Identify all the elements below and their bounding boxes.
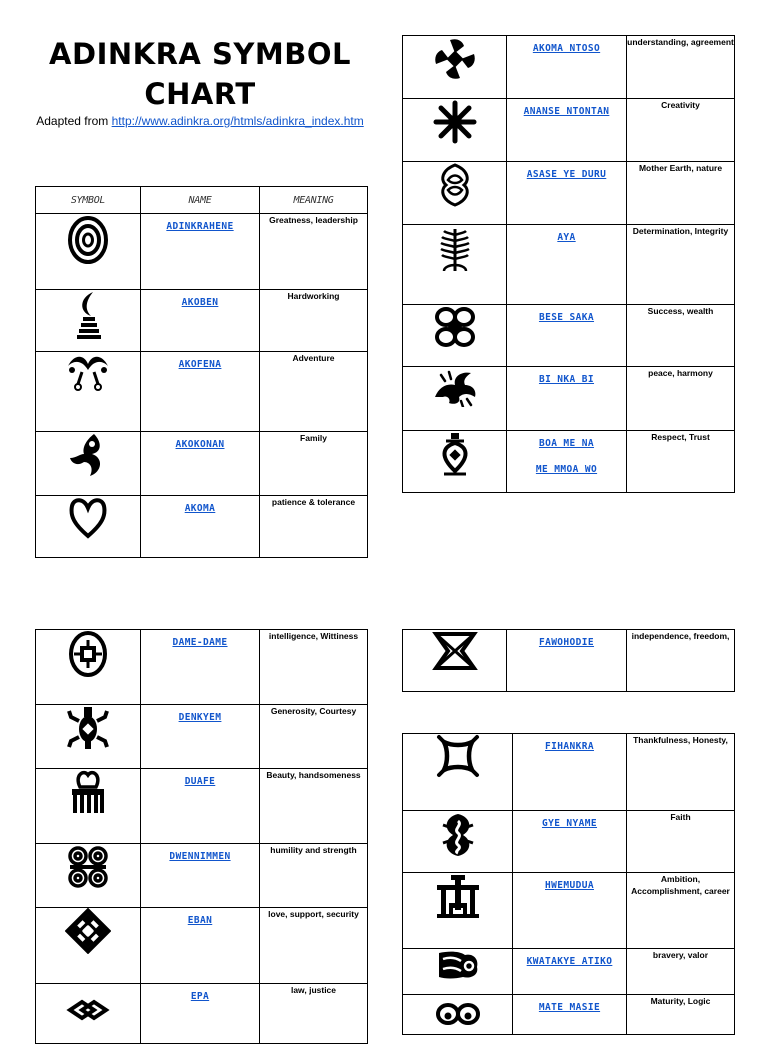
meaning-cell: Family — [260, 432, 368, 496]
name-header: NAME — [141, 187, 260, 214]
gye-nyame-icon — [441, 811, 475, 859]
table-row — [403, 630, 735, 692]
symbol-name-link[interactable]: AKOBEN — [181, 297, 219, 308]
meaning-cell: Mother Earth, nature — [627, 162, 735, 225]
meaning-cell: Beauty, handsomeness — [260, 769, 368, 844]
meaning-cell: intelligence, Wittiness — [260, 630, 368, 705]
symbol-name-link[interactable]: AKOKONAN — [175, 439, 225, 450]
fern-icon — [438, 225, 472, 275]
heart-icon — [68, 496, 108, 540]
table-row — [403, 305, 735, 367]
symbol-cell — [403, 225, 507, 305]
meaning-cell: independence, freedom, — [627, 630, 735, 692]
symbol-name-link[interactable]: DENKYEM — [178, 712, 222, 723]
symbol-table-2 — [402, 35, 735, 493]
war-horn-icon — [73, 290, 103, 340]
symbol-cell — [403, 36, 507, 99]
meaning-cell: peace, harmony — [627, 367, 735, 431]
name-cell — [507, 431, 627, 493]
symbol-name-link[interactable]: AYA — [557, 232, 576, 243]
table-row — [36, 432, 368, 496]
checkers-board-icon — [68, 630, 108, 678]
table-row — [403, 873, 735, 949]
symbol-name-link[interactable]: AKOMA — [184, 503, 216, 514]
table-row — [36, 352, 368, 432]
symbol-name-link[interactable]: FIHANKRA — [545, 741, 594, 752]
comb-icon — [68, 769, 108, 815]
name-cell — [141, 496, 260, 558]
table-row — [36, 496, 368, 558]
symbol-cell — [36, 352, 141, 432]
table-row — [36, 984, 368, 1044]
meaning-cell: bravery, valor — [627, 949, 735, 995]
name-cell — [141, 844, 260, 908]
table-row — [403, 949, 735, 995]
symbol-cell — [36, 290, 141, 352]
symbol-cell — [403, 734, 513, 811]
symbol-name-link[interactable]: KWATAKYE ATIKO — [526, 956, 613, 967]
name-cell — [507, 162, 627, 225]
meaning-cell: Creativity — [627, 99, 735, 162]
symbol-table-3 — [35, 629, 368, 1044]
symbol-name-link[interactable]: MATE MASIE — [538, 1002, 601, 1013]
symbol-cell — [36, 214, 141, 290]
meaning-cell: Faith — [627, 811, 735, 873]
symbol-name-link[interactable]: HWEMUDUA — [545, 880, 594, 891]
table-row — [36, 630, 368, 705]
meaning-cell: humility and strength — [260, 844, 368, 908]
symbol-name-link[interactable]: ADINKRAHENE — [166, 221, 234, 232]
symbol-cell — [403, 431, 507, 493]
table-row — [403, 36, 735, 99]
symbol-cell — [36, 844, 141, 908]
table-row — [36, 214, 368, 290]
symbol-name-link-continued[interactable]: ME MMOA WO — [535, 464, 598, 475]
twisted-fish-icon — [431, 367, 479, 407]
symbol-name-link[interactable]: FAWOHODIE — [538, 637, 595, 648]
table-header-row — [36, 187, 368, 214]
name-cell — [513, 949, 627, 995]
source-link[interactable]: http://www.adinkra.org/htmls/adinkra_index.htm — [111, 114, 364, 128]
key-icon — [432, 630, 478, 672]
meaning-cell: Thankfulness, Honesty, — [627, 734, 735, 811]
meaning-header: MEANING — [260, 187, 368, 214]
earth-icon — [438, 162, 472, 208]
symbol-cell — [36, 908, 141, 984]
symbol-name-link[interactable]: ANANSE NTONTAN — [523, 106, 610, 117]
table-row — [403, 225, 735, 305]
table-row — [403, 811, 735, 873]
symbol-cell — [36, 769, 141, 844]
table-row — [403, 431, 735, 493]
table-row — [36, 844, 368, 908]
symbol-cell — [36, 630, 141, 705]
symbol-name-link[interactable]: BI NKA BI — [538, 374, 595, 385]
name-cell — [141, 214, 260, 290]
hairstyle-icon — [435, 949, 481, 981]
symbol-cell — [403, 873, 513, 949]
hen-leg-icon — [68, 432, 108, 478]
name-cell — [507, 36, 627, 99]
name-cell — [513, 995, 627, 1035]
name-cell — [507, 630, 627, 692]
handcuffs-icon — [66, 998, 110, 1022]
meaning-cell: Determination, Integrity — [627, 225, 735, 305]
table-row — [403, 734, 735, 811]
meaning-cell: love, support, security — [260, 908, 368, 984]
symbol-cell — [403, 949, 513, 995]
symbol-name-link[interactable]: AKOMA NTOSO — [532, 43, 601, 54]
symbol-cell — [403, 995, 513, 1035]
name-cell — [141, 984, 260, 1044]
meaning-cell: Maturity, Logic — [627, 995, 735, 1035]
meaning-cell: Adventure — [260, 352, 368, 432]
table-row — [36, 705, 368, 769]
source-attribution — [30, 114, 370, 128]
symbol-cell — [36, 984, 141, 1044]
name-cell — [507, 367, 627, 431]
table-row — [403, 367, 735, 431]
meaning-cell: Hardworking — [260, 290, 368, 352]
table-row — [36, 769, 368, 844]
name-cell — [513, 734, 627, 811]
meaning-cell: understanding, agreement — [627, 36, 735, 99]
name-cell — [141, 705, 260, 769]
symbol-name-link[interactable]: ASASE YE DURU — [526, 169, 607, 180]
concentric-circles-icon — [66, 214, 110, 266]
symbol-cell — [403, 162, 507, 225]
name-cell — [507, 99, 627, 162]
table-row — [403, 99, 735, 162]
symbol-cell — [403, 630, 507, 692]
crossed-swords-icon — [64, 352, 112, 392]
source-prefix: Adapted from — [36, 114, 112, 128]
table-row — [403, 162, 735, 225]
symbol-name-link[interactable]: DWENNIMMEN — [169, 851, 231, 862]
table-row — [36, 908, 368, 984]
symbol-name-link[interactable]: BOA ME NA — [538, 438, 595, 449]
meaning-cell: Success, wealth — [627, 305, 735, 367]
symbol-cell — [403, 367, 507, 431]
name-cell — [141, 432, 260, 496]
name-cell — [141, 290, 260, 352]
name-cell — [513, 873, 627, 949]
symbol-name-link[interactable]: GYE NYAME — [541, 818, 598, 829]
name-cell — [141, 769, 260, 844]
name-cell — [141, 630, 260, 705]
page-title: ADINKRA SYMBOL CHART — [49, 37, 351, 111]
symbol-name-link[interactable]: AKOFENA — [178, 359, 222, 370]
table-row — [403, 995, 735, 1035]
symbol-table-4 — [402, 629, 735, 692]
symbol-header: SYMBOL — [36, 187, 141, 214]
symbol-cell — [36, 496, 141, 558]
name-cell — [507, 225, 627, 305]
table-row — [36, 290, 368, 352]
crocodile-icon — [65, 705, 111, 751]
symbol-name-link[interactable]: EBAN — [187, 915, 213, 926]
kola-nut-icon — [432, 305, 478, 349]
symbol-cell — [403, 811, 513, 873]
fence-icon — [65, 908, 111, 954]
measuring-stick-icon — [435, 873, 481, 919]
support-figure-icon — [438, 431, 472, 477]
meaning-cell: patience & tolerance — [260, 496, 368, 558]
frame-house-icon — [436, 734, 480, 778]
ram-horns-icon — [66, 844, 110, 890]
four-eyes-icon — [435, 1001, 481, 1025]
linked-hearts-icon — [432, 36, 478, 82]
symbol-table-1 — [35, 186, 368, 558]
meaning-cell: Ambition, Accomplishment, career — [627, 873, 735, 949]
symbol-table-5 — [402, 733, 735, 1035]
name-cell — [513, 811, 627, 873]
meaning-cell: law, justice — [260, 984, 368, 1044]
symbol-name-link[interactable]: DAME-DAME — [172, 637, 228, 648]
symbol-cell — [36, 705, 141, 769]
meaning-cell: Respect, Trust — [627, 431, 735, 493]
symbol-cell — [403, 305, 507, 367]
name-cell — [141, 352, 260, 432]
symbol-name-link[interactable]: EPA — [190, 991, 210, 1002]
meaning-cell: Greatness, leadership — [260, 214, 368, 290]
name-cell — [141, 908, 260, 984]
name-cell — [507, 305, 627, 367]
symbol-name-link[interactable]: BESE SAKA — [538, 312, 595, 323]
symbol-name-link[interactable]: DUAFE — [184, 776, 216, 787]
spider-icon — [432, 99, 478, 145]
meaning-cell: Generosity, Courtesy — [260, 705, 368, 769]
symbol-cell — [36, 432, 141, 496]
symbol-cell — [403, 99, 507, 162]
